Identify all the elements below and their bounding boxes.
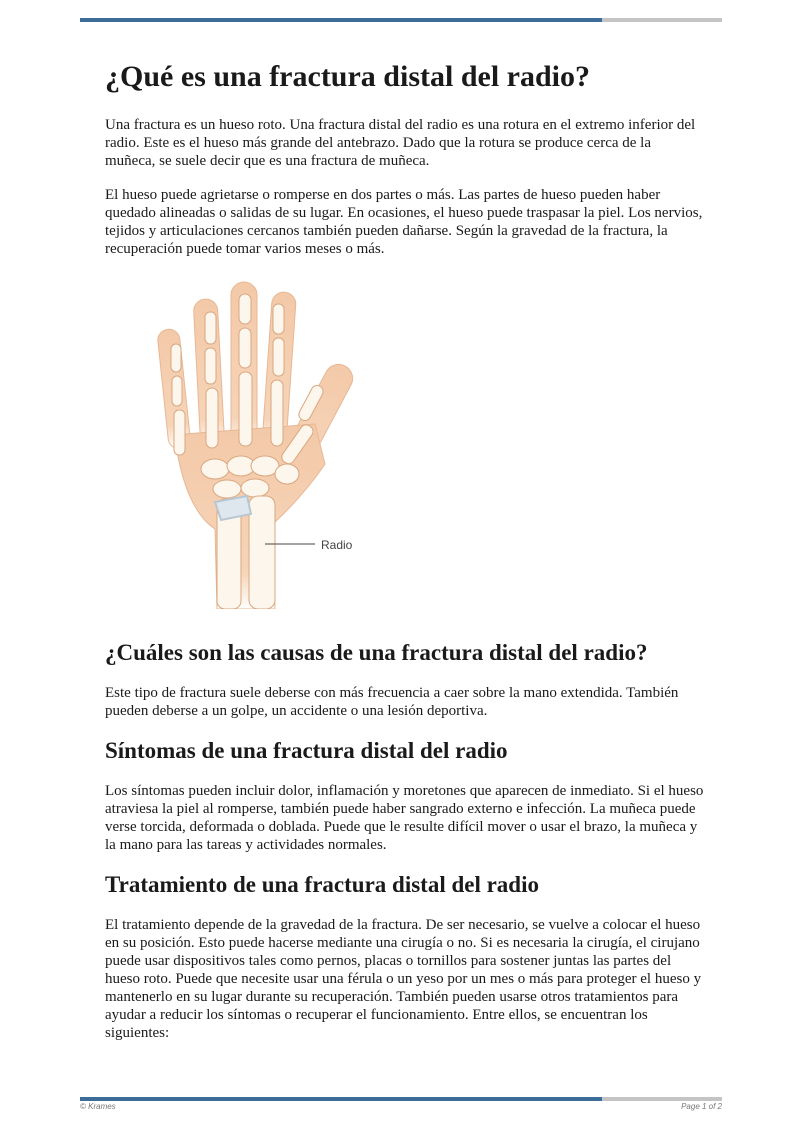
section-heading-symptoms: Síntomas de una fractura distal del radio <box>105 738 508 763</box>
hand-illustration <box>105 274 705 614</box>
footer-page-number: Page 1 of 2 <box>681 1102 722 1111</box>
footer-bar <box>80 1097 722 1101</box>
page-title: ¿Qué es una fractura distal del radio? <box>105 60 590 93</box>
article <box>105 58 705 1058</box>
section-text-causes: Este tipo de fractura suele deberse con más frecuencia a caer sobre la mano extendida. También pueden deberse a un golpe, un accidente o una lesión deportiva. <box>105 685 679 719</box>
section-text-treatment: El tratamiento depende de la gravedad de la fractura. De ser necesario, se vuelve a colocar el hueso en su posición. Esto puede hacerse mediante una cirugía o no. Si es necesaria la cirugía, el cirujano puede usar dispositivos tales como pernos, placas o tornillos para sostener juntas las partes del hueso roto. Puede que necesite usar una férula o un yeso por un mes o más para proteger el hueso y mantenerlo en su lugar durante su recuperación. También pueden usarse otros tratamientos para ayudar a reducir los síntomas o recuperar el funcionamiento. Entre ellos, se encuentran los siguientes: <box>105 917 702 1041</box>
intro-paragraph-1: Una fractura es un hueso roto. Una fractura distal del radio es una rotura en el extremo inferior del radio. Este es el hueso más grande del antebrazo. Dado que la rotura se produce cerca de la muñeca, se suele decir que es una fractura de muñeca. <box>105 117 696 169</box>
header-bar-blue <box>80 18 602 22</box>
footer-copyright: © Krames <box>80 1102 116 1111</box>
header-bar <box>80 18 722 22</box>
footer-bar-blue <box>80 1097 602 1101</box>
hand-bones-image <box>155 274 415 609</box>
section-heading-treatment: Tratamiento de una fractura distal del radio <box>105 872 539 897</box>
radio-label: Radio <box>321 538 353 552</box>
section-text-symptoms: Los síntomas pueden incluir dolor, inflamación y moretones que aparecen de inmediato. Si el hueso atraviesa la piel al romperse, también puede haber sangrado externo e infección. La muñeca puede verse torcida, deformada o doblada. Puede que le resulte difícil mover o usar el brazo, la muñeca y la mano para las tareas y actividades normales. <box>105 783 704 853</box>
footer-bar-grey <box>602 1097 722 1101</box>
section-heading-causes: ¿Cuáles son las causas de una fractura distal del radio? <box>105 640 648 665</box>
intro-paragraph-2: El hueso puede agrietarse o romperse en dos partes o más. Las partes de hueso pueden haber quedado alineadas o salidas de su lugar. En ocasiones, el hueso puede traspasar la piel. Los nervios, tejidos y articulaciones cercanos también pueden dañarse. Según la gravedad de la fractura, la recuperación puede tomar varios meses o más. <box>105 187 703 257</box>
header-bar-grey <box>602 18 722 22</box>
